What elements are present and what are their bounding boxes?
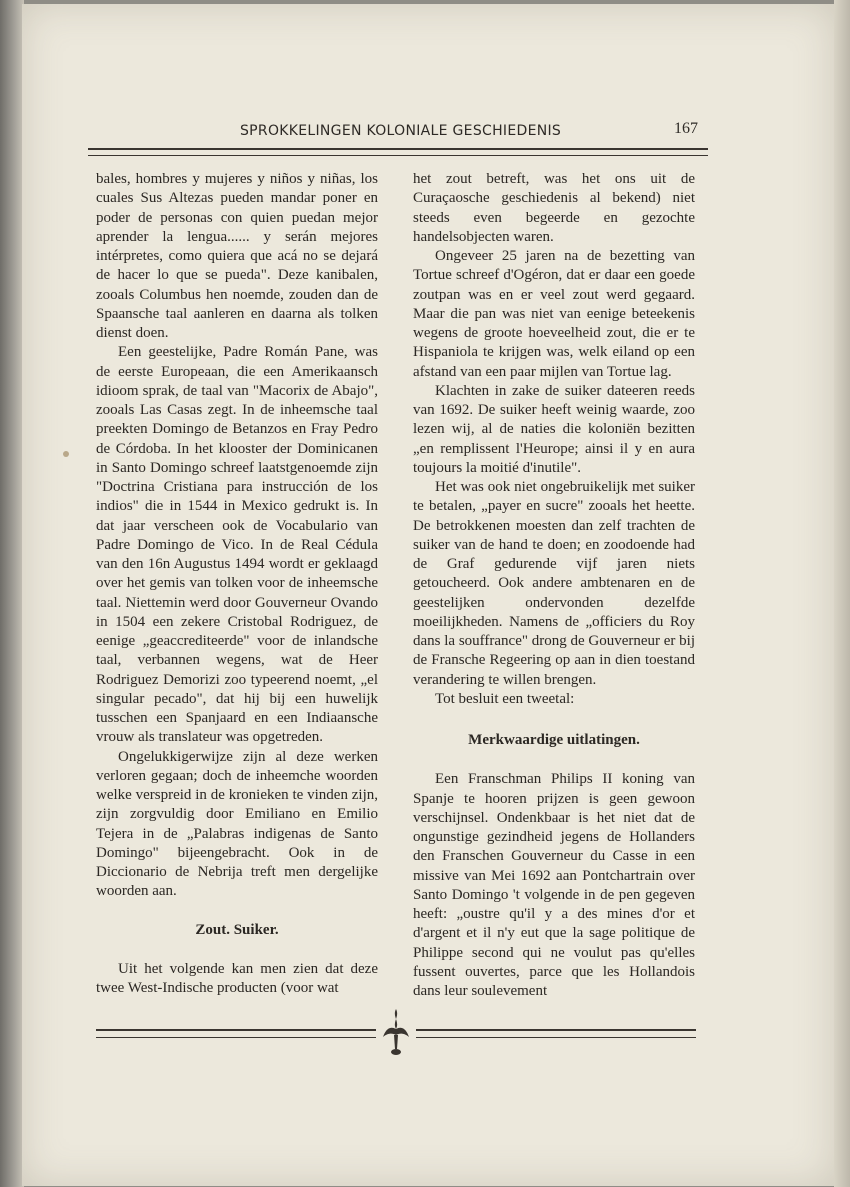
paragraph: Een geestelijke, Padre Román Pane, was de eerste Europeaan, die een Amerikaansch idioom sprak, de taal van "Macorix de Abajo", zooals Las Casas zegt. In de inheemsche taal preekten Domingo de Betanzos en Fray Pedro de Córdoba. In het klooster der Dominicanen in Santo Domingo schreef laatstgenoemde zijn "Doctrina Cristiana para instrucción de los indios" die in 1544 in Mexico gedrukt is. In dat jaar verscheen ook de Vocabulario van Padre Domingo de Vico. In de Real Cédula van den 16n Augustus 1494 wordt er geklaagd over het gemis van tolken voor de inheemsche taal. Niettemin werd door Gouverneur Ovando in 1504 een zekere Cristobal Rodriguez, de eenige „geaccrediteerde" voor de inlandsche taal, verbannen wegens, wat de Heer Rodriguez Demorizi zoo typeerend noemt, „el singular pecado", dat hij bij een huwelijk tusschen een Spanjaard en een Indiaansche vrouw als translateur was opgetreden. — [96, 344, 378, 746]
margin-stain — [63, 451, 69, 457]
section-heading: Merkwaardige uitlatingen. — [468, 732, 640, 748]
running-title: SPROKKELINGEN KOLONIALE GESCHIEDENIS — [240, 123, 562, 139]
paragraph: bales, hombres y mujeres y niños y niñas, los cuales Sus Altezas pueden mandar poner en poder de personas con quien puedan mejor aprender la lengua...... y serán mejores intérpretes, como quiera que acá no se dejará de hacer lo que se pueda". Deze kanibalen, zooals Columbus hen noemde, zouden dan de Spaansche taal aanleren en daarna als tolken dienst doen. — [96, 171, 378, 341]
paragraph: Een Franschman Philips II koning van Spanje te hooren prijzen is geen gewoon verschijnsel. Ondenkbaar is het niet dat de ongunstige gezindheid jegens de Hollanders den Franschen Gouverneur du Casse in een missive van Mei 1692 aan Pontchartrain over Santo Domingo 't volgende in de pen gegeven heeft: „oustre qu'il y a des mines d'or et d'argent et il n'y eut que la sage politique de Philippe second qui ne voulut pas qu'elles fussent ouvertes, parce que les Hollandois dans leur soulevement — [413, 771, 695, 999]
section-heading: Zout. Suiker. — [195, 921, 279, 938]
footer-rule-right — [416, 1029, 696, 1038]
paragraph: het zout betreft, was het ons uit de Curaçaosche geschiedenis al bekend) niet steeds even begeerde en gezochte handelsobjecten waren. — [413, 171, 695, 245]
paragraph: Ongelukkigerwijze zijn al deze werken verloren gegaan; doch de inheemche woorden welke verspreid in de kronieken te vinden zijn, zijn zorgvuldig door Emiliano en Emilio Tejera in de „Palabras indigenas de Santo Domingo" bijeengebracht. Ook in de Diccionario de Nebrija treft men dergelijke woorden aan. — [96, 748, 378, 900]
paragraph: Klachten in zake de suiker dateeren reeds van 1692. De suiker heeft weinig waarde, zoo lezen wij, al de naties die koloniën bezitten „en remplissent l'Heurope; ainsi il y en aura toujours la moitié d'inutile". — [413, 382, 695, 476]
page-number: 167 — [674, 120, 698, 137]
footer-ornament — [96, 1005, 696, 1057]
paragraph: Ongeveer 25 jaren na de bezetting van Tortue schreef d'Ogéron, dat er daar een goede zoutpan was en er veel zout werd gegaard. Maar die pan was niet van eenige beteekenis wegens de groote hoeveelheid zout, die er te Hispaniola te krijgen was, welk eiland op een afstand van een paar mijlen van Tortue lag. — [413, 248, 695, 380]
paragraph: Tot besluit een tweetal: — [435, 690, 575, 707]
paragraph: Uit het volgende kan men zien dat deze twee West-Indische producten (voor wat — [96, 960, 378, 996]
fleuron-icon — [379, 1005, 413, 1057]
running-header — [88, 118, 708, 146]
right-column — [413, 170, 695, 1001]
header-rule — [88, 148, 708, 156]
page-edge — [834, 0, 850, 1187]
book-spine — [0, 0, 24, 1187]
footer-rule-left — [96, 1029, 376, 1038]
paragraph: Het was ook niet ongebruikelijk met suiker te betalen, „payer en sucre" zooals het heette. De betrokkenen moesten dan zelf trachten de suiker van de hand te doen; en zoodoende had de Graf gedurende vijf jaren niets getoucheerd. Ook andere ambtenaren en de geestelijken ondervonden dezelfde moeilijkheden. Namens de „officiers du Roy dans la souffrance" drong de Gouverneur er bij de Fransche Regeering op aan in dien toestand verandering te willen brengen. — [413, 479, 695, 688]
left-column — [96, 170, 378, 998]
